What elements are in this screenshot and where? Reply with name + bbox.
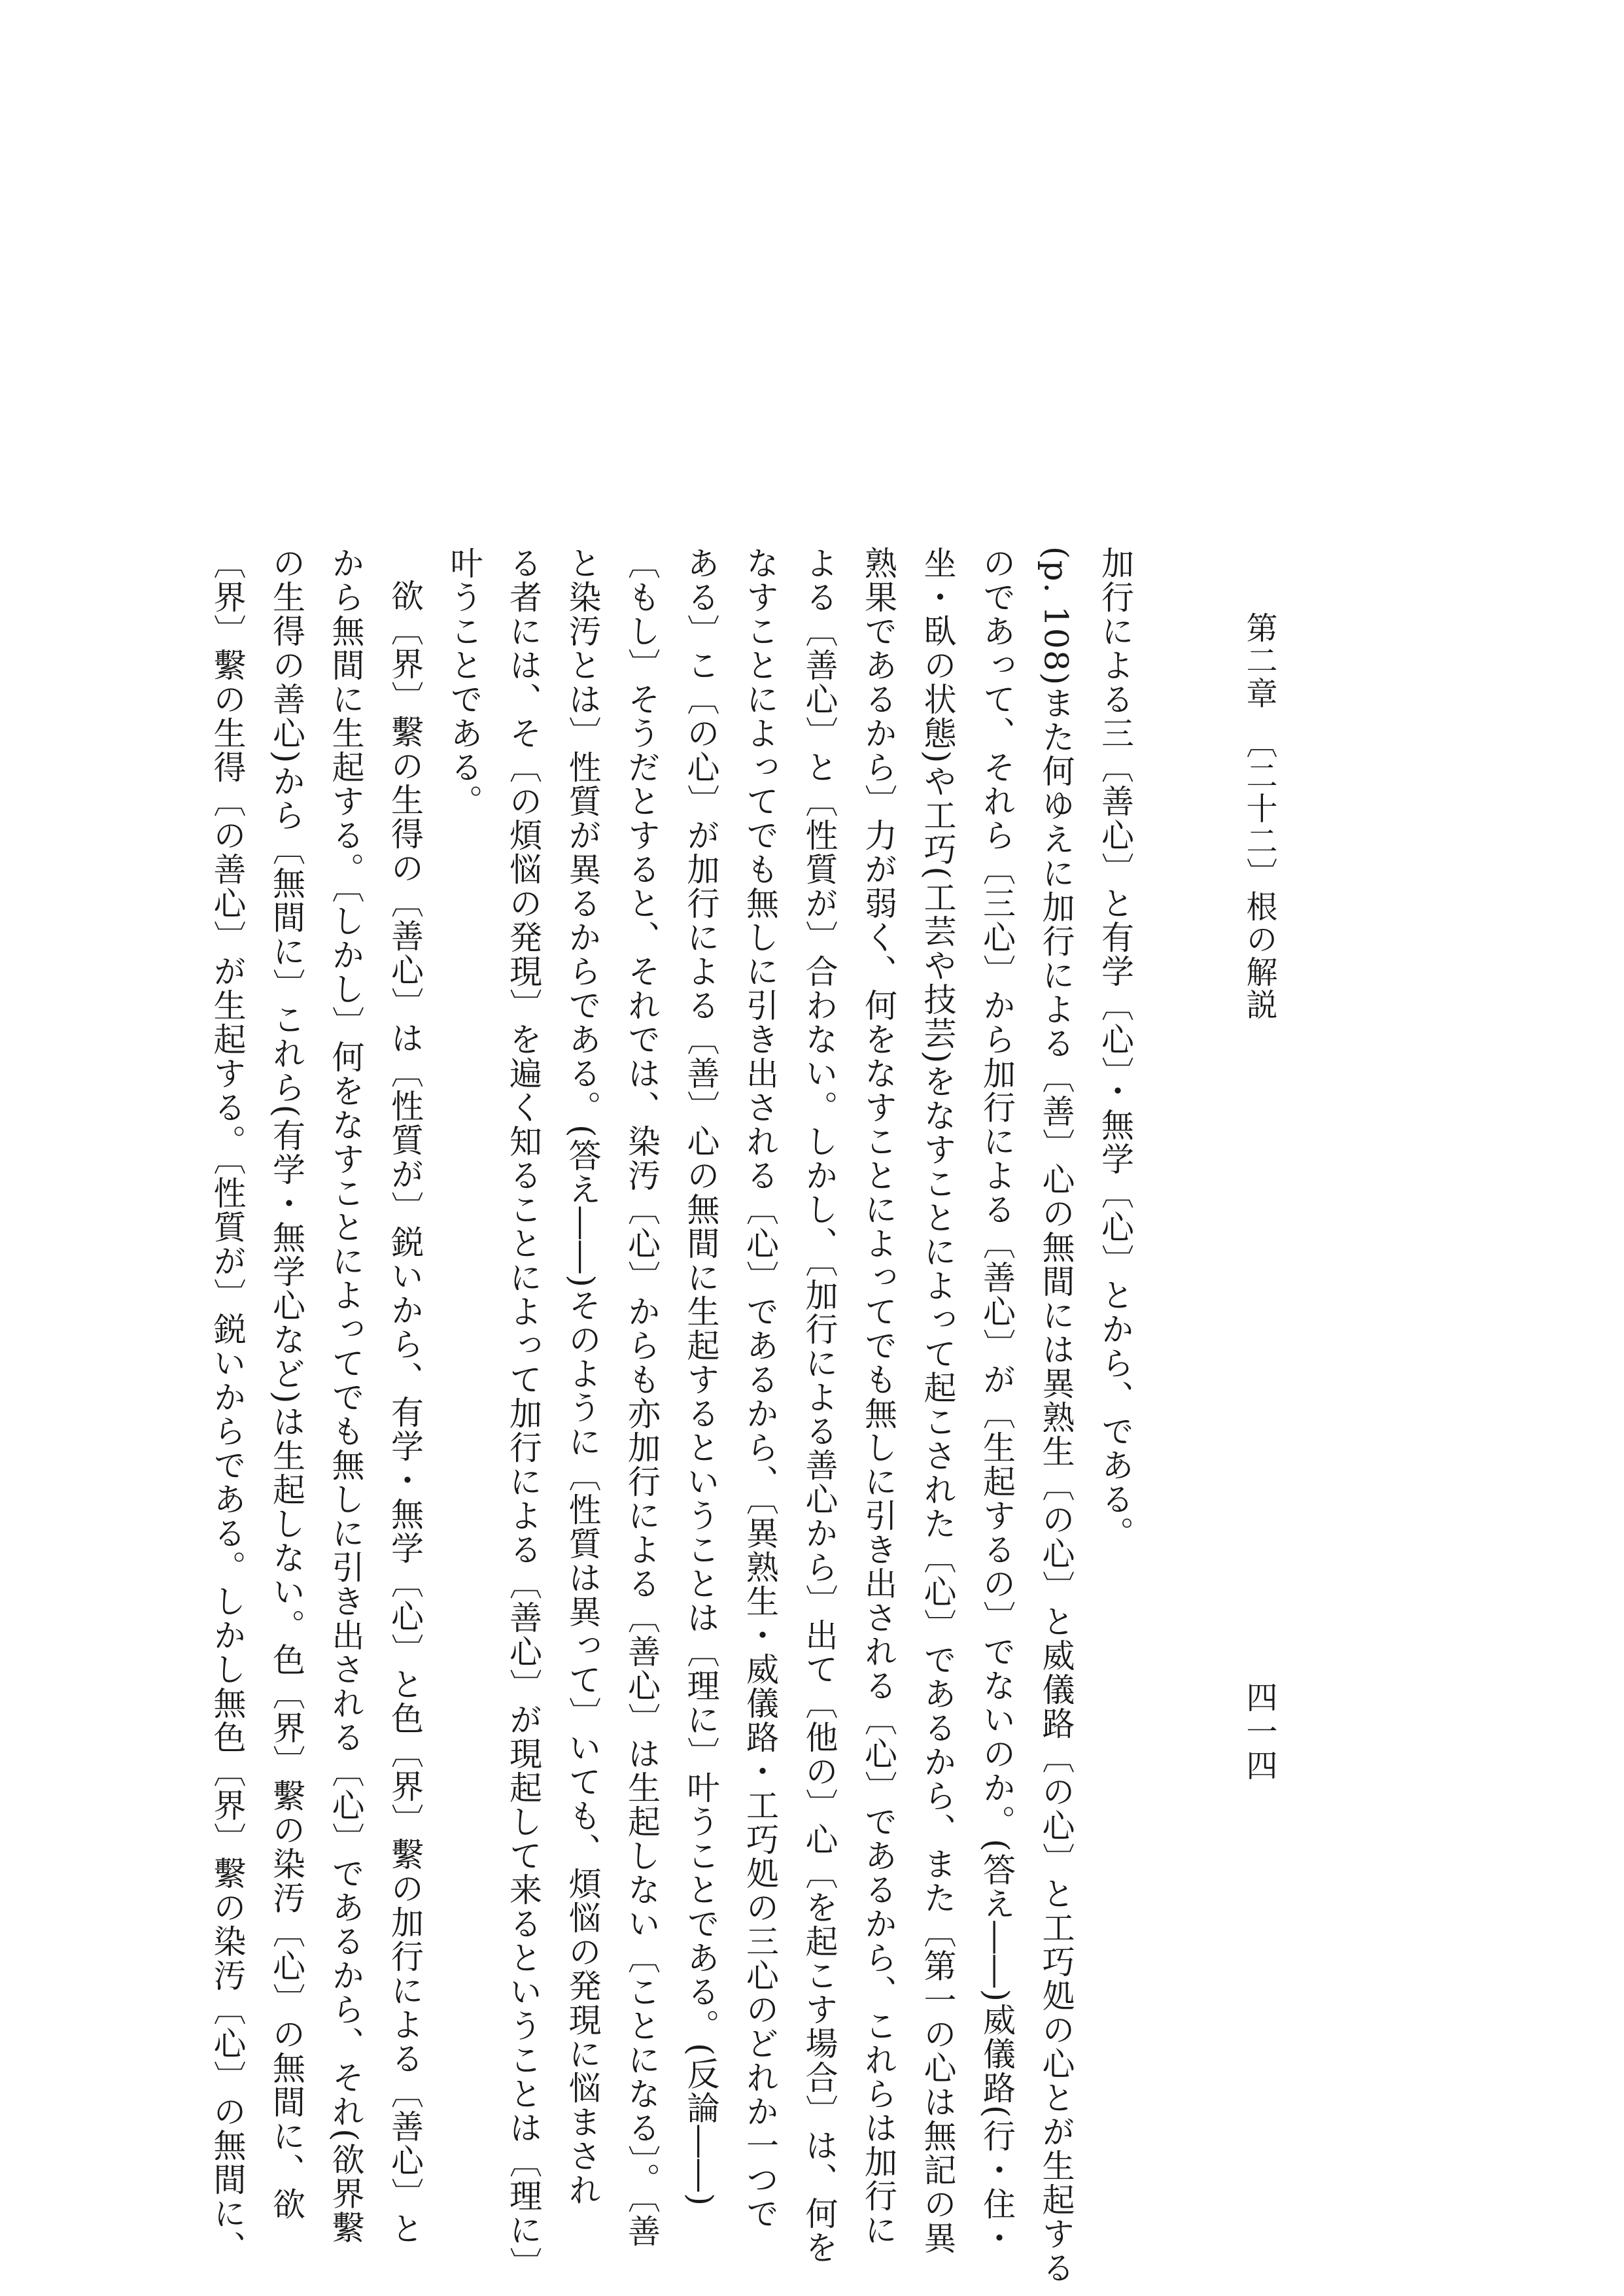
text-line: 叶うことである。 [445, 546, 483, 818]
text-line: 坐・臥の状態)や工巧(工芸や技芸)をなすことによって起こされた〔心〕であるから、また〔第一の心は無記の異 [918, 546, 957, 2255]
chapter-header: 第二章 〔二十二〕根の解説 [1241, 612, 1277, 1021]
text-line: と染汚とは〕性質が異るからである。(答え――)そのように〔性質は異って〕いても、煩悩の発現に悩まされ [563, 546, 602, 2208]
text-line: る者には、そ〔の煩悩の発現〕を遍く知ることによって加行による〔善心〕が現起して来るということは〔理に〕 [504, 546, 542, 2281]
text-line: のであって、それら〔三心〕から加行による〔善心〕が〔生起するの〕でないのか。(答え――)威儀路(行・住・ [978, 546, 1016, 2255]
text-line: 欲〔界〕繫の生得の〔善心〕は〔性質が〕鋭いから、有学・無学〔心〕と色〔界〕繫の加行による〔善心〕と [386, 579, 424, 2246]
text-line: 熟果であるから〕力が弱く、何をなすことによってでも無しに引き出される〔心〕であるから、これらは加行に [859, 546, 897, 2247]
text-line: の生得の善心)から〔無間に〕これら(有学・無学心など)は生起しない。色〔界〕繫の染汚〔心〕の無間に、欲 [268, 546, 305, 2221]
text-line: (p. 108)また何ゆえに加行による〔善〕心の無間には異熟生〔の心〕と威儀路〔の心〕と工巧処の心とが生起する [1037, 546, 1075, 2286]
text-line: よる〔善心〕と〔性質が〕合わない。しかし、〔加行による善心から〕出て〔他の〕心〔を起こす場合〕は、何を [800, 546, 838, 2265]
text-line: 〔もし〕そうだとすると、それでは、染汚〔心〕からも亦加行による〔善心〕は生起しない〔ことになる〕。〔善 [623, 546, 661, 2248]
page-number: 四一四 [1241, 1681, 1277, 1783]
text-line: 加行による三〔善心〕と有学〔心〕・無学〔心〕とから、である。 [1096, 546, 1134, 1550]
text-line: から無間に生起する。〔しかし〕何をなすことによってでも無しに引き出される〔心〕であるから、それ(欲界繫 [326, 546, 365, 2245]
text-line: ある〕こ〔の心〕が加行による〔善〕心の無間に生起するということは〔理に〕叶うことである。(反論――) [682, 546, 720, 2208]
text-line: 〔界〕繫の生得〔の善心〕が生起する。〔性質が〕鋭いからである。しかし無色〔界〕繫の染汚〔心〕の無間に、 [208, 546, 247, 2265]
body-text [208, 546, 1145, 2286]
text-line: なすことによってでも無しに引き出される〔心〕であるから、〔異熟生・威儀路・工巧処の三心のどれか一つで [741, 546, 779, 2231]
